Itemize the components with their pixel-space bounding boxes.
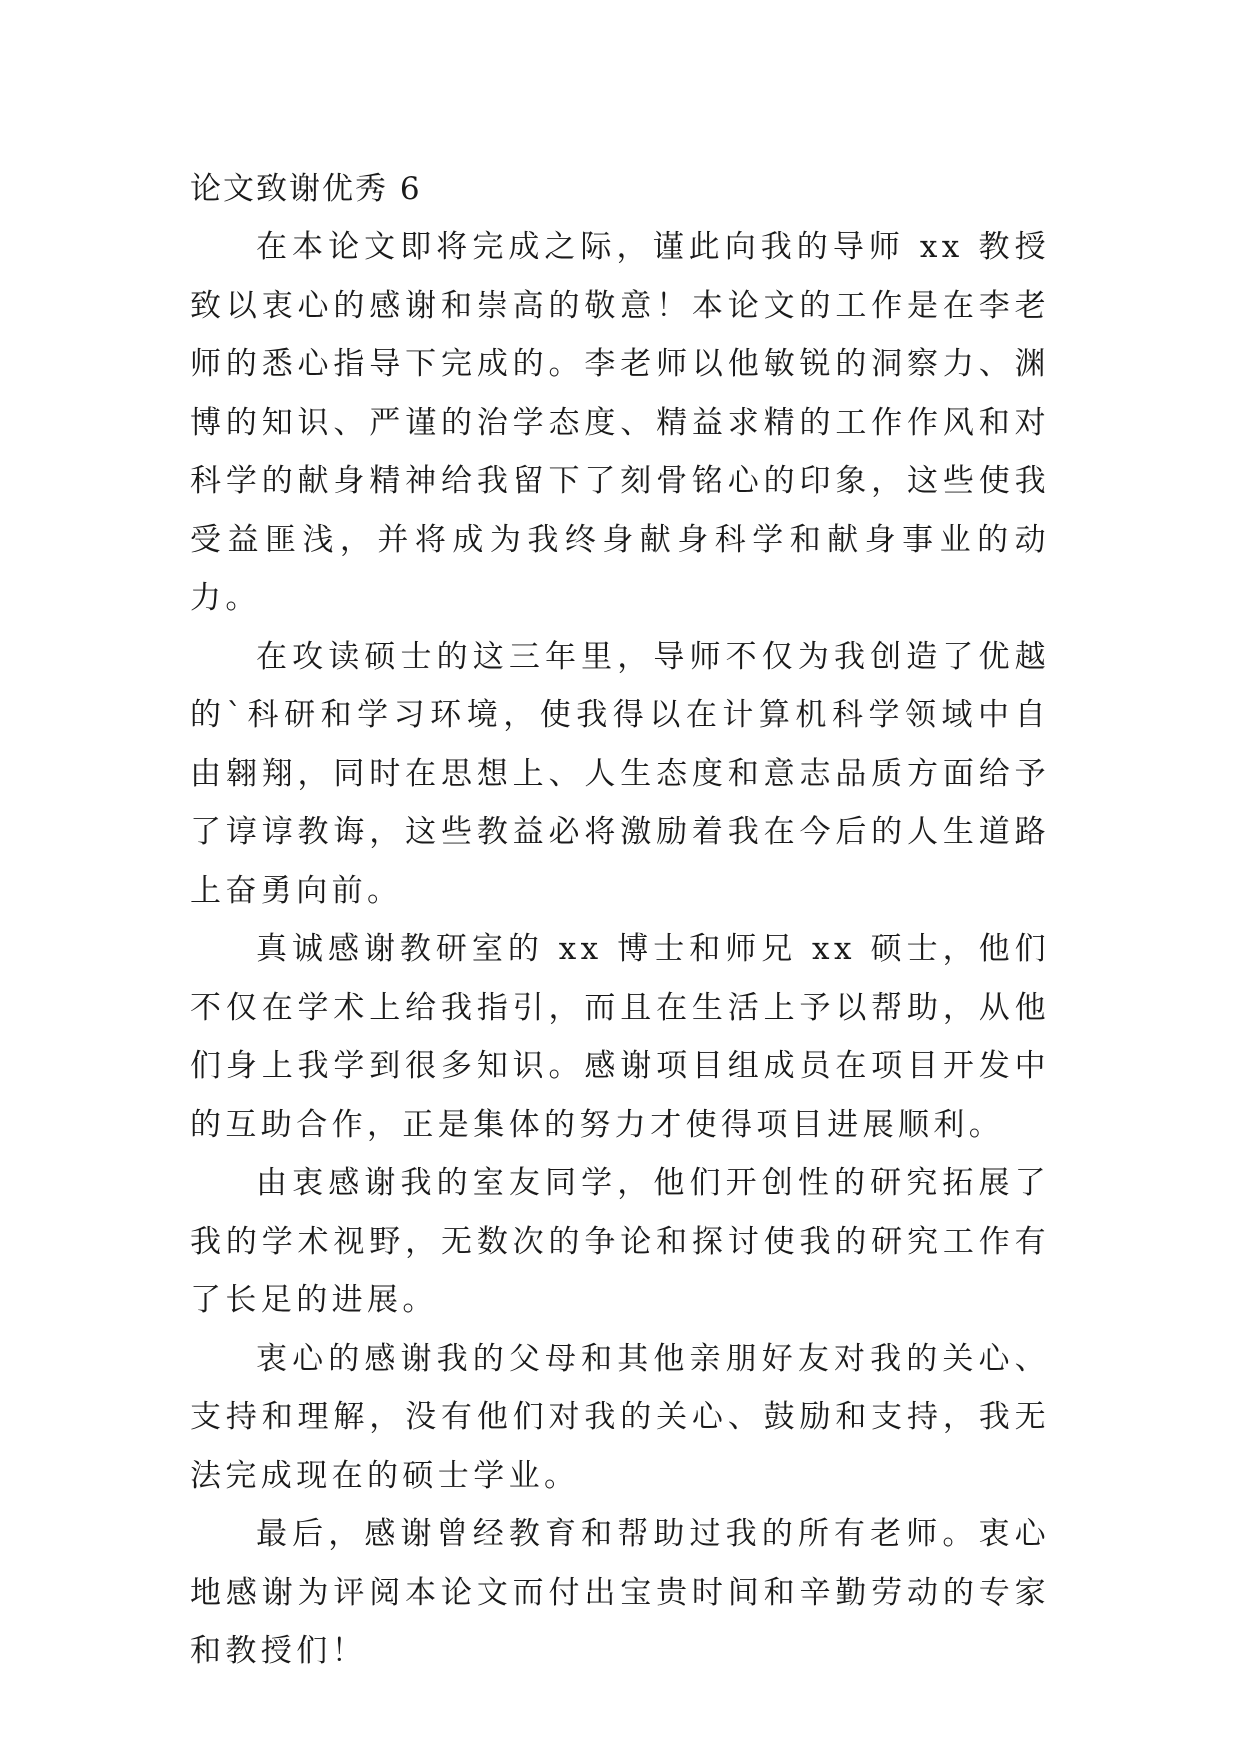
- paragraph-advisor-thanks: 在本论文即将完成之际，谨此向我的导师 xx 教授致以衷心的感谢和崇高的敬意！本论文的工作是在李老师的悉心指导下完成的。李老师以他敏锐的洞察力、渊博的知识、严谨的治学态度、精益求精的工作作风和对科学的献身精神给我留下了刻骨铭心的印象，这些使我受益匪浅，并将成为我终身献身科学和献身事业的动力。: [190, 229, 1050, 616]
- document-body: [190, 160, 1050, 1681]
- paragraph-study-years: 在攻读硕士的这三年里，导师不仅为我创造了优越的`科研和学习环境，使我得以在计算机科学领域中自由翱翔，同时在思想上、人生态度和意志品质方面给予了谆谆教诲，这些教益必将激励着我在今后的人生道路上奋勇向前。: [190, 638, 1050, 909]
- paragraph-roommates: 由衷感谢我的室友同学，他们开创性的研究拓展了我的学术视野，无数次的争论和探讨使我的研究工作有了长足的进展。: [190, 1165, 1050, 1318]
- paragraph-closing: 最后，感谢曾经教育和帮助过我的所有老师。衷心地感谢为评阅本论文而付出宝贵时间和辛勤劳动的专家和教授们！: [190, 1516, 1050, 1669]
- paragraph-lab-colleagues: 真诚感谢教研室的 xx 博士和师兄 xx 硕士，他们不仅在学术上给我指引，而且在生活上予以帮助，从他们身上我学到很多知识。感谢项目组成员在项目开发中的互助合作，正是集体的努力才使得项目进展顺利。: [190, 931, 1050, 1143]
- paragraph-family: 衷心的感谢我的父母和其他亲朋好友对我的关心、支持和理解，没有他们对我的关心、鼓励和支持，我无法完成现在的硕士学业。: [190, 1340, 1050, 1494]
- document-title: 论文致谢优秀 6: [190, 171, 422, 207]
